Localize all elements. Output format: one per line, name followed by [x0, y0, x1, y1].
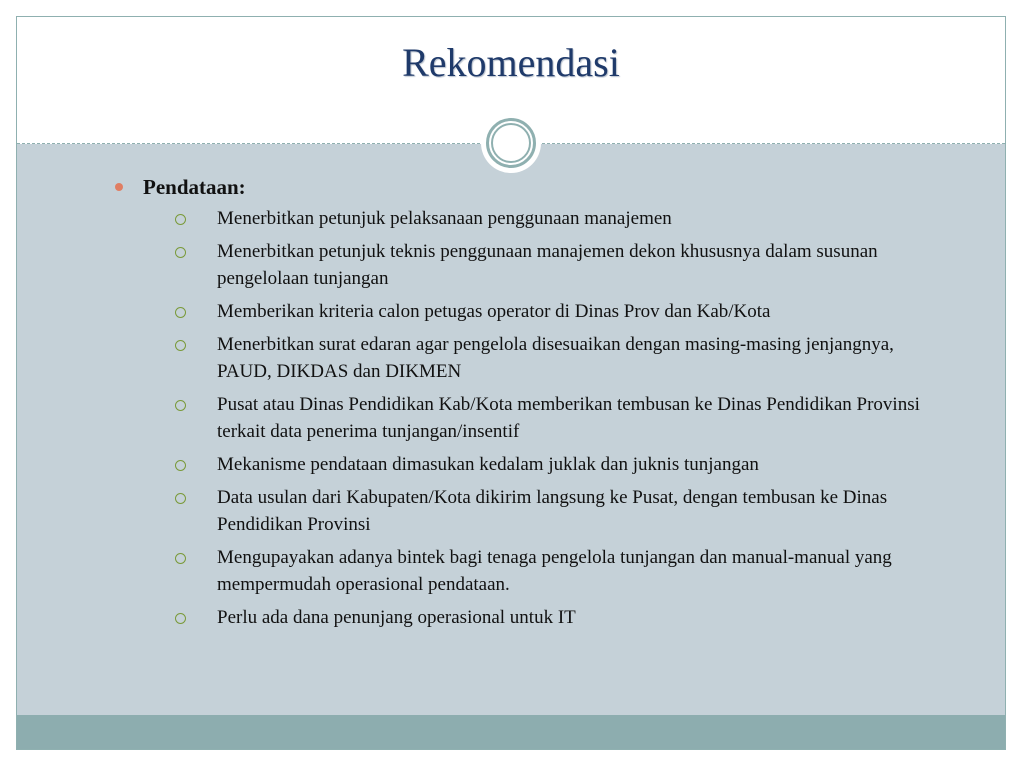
slide-title: Rekomendasi [402, 40, 620, 85]
list-item [113, 391, 933, 445]
list-item-text: Menerbitkan surat edaran agar pengelola disesuaikan dengan masing-masing jenjangnya, PAUD, DIKDAS dan DIKMEN [217, 334, 894, 382]
list-item [113, 238, 933, 292]
hollow-circle-icon [175, 214, 186, 225]
heading-text: Pendataan: [143, 175, 246, 199]
hollow-circle-icon [175, 340, 186, 351]
list-item [113, 298, 933, 325]
hollow-circle-icon [175, 400, 186, 411]
list-item-text: Memberikan kriteria calon petugas operator di Dinas Prov dan Kab/Kota [217, 301, 771, 322]
list-item-text: Mekanisme pendataan dimasukan kedalam juklak dan juknis tunjangan [217, 454, 759, 475]
filled-dot-icon [115, 183, 123, 191]
hollow-circle-icon [175, 307, 186, 318]
hollow-circle-icon [175, 493, 186, 504]
footer-band [17, 715, 1005, 749]
list-item [113, 451, 933, 478]
list-item-text: Pusat atau Dinas Pendidikan Kab/Kota memberikan tembusan ke Dinas Pendidikan Provinsi terkait data penerima tunjangan/insentif [217, 394, 920, 442]
inner-ring-icon [491, 123, 531, 163]
hollow-circle-icon [175, 613, 186, 624]
list-item-text: Mengupayakan adanya bintek bagi tenaga pengelola tunjangan dan manual-manual yang mempermudah operasional pendataan. [217, 547, 892, 595]
hollow-circle-icon [175, 553, 186, 564]
slide [16, 16, 1006, 750]
list-item [113, 604, 933, 631]
bullet-heading [113, 173, 933, 201]
list-item [113, 544, 933, 598]
list-item [113, 205, 933, 232]
list-item-text: Data usulan dari Kabupaten/Kota dikirim langsung ke Pusat, dengan tembusan ke Dinas Pendidikan Provinsi [217, 487, 888, 535]
sub-bullet-list [113, 205, 933, 631]
list-item-text: Perlu ada dana penunjang operasional untuk IT [217, 607, 576, 628]
list-item-text: Menerbitkan petunjuk teknis penggunaan manajemen dekon khususnya dalam susunan pengelolaan tunjangan [217, 241, 878, 289]
list-item [113, 331, 933, 385]
list-item-text: Menerbitkan petunjuk pelaksanaan penggunaan manajemen [217, 208, 672, 229]
hollow-circle-icon [175, 247, 186, 258]
hollow-circle-icon [175, 460, 186, 471]
slide-content [113, 173, 933, 637]
list-item [113, 484, 933, 538]
